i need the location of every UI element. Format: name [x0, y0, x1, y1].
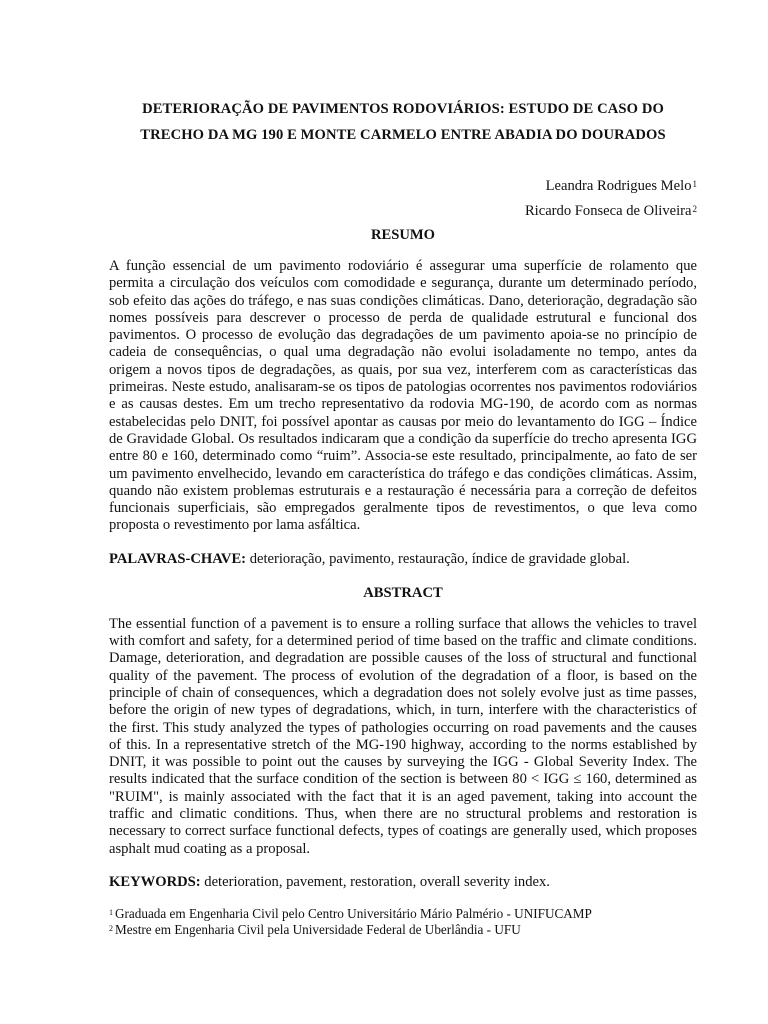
paper-title: [109, 96, 697, 148]
keywords-text: deterioration, pavement, restoration, overall severity index.: [204, 873, 550, 890]
author-footnote-mark: 1: [692, 179, 697, 189]
palavras-chave-label: PALAVRAS-CHAVE:: [109, 550, 247, 567]
title-line-2: TRECHO DA MG 190 E MONTE CARMELO ENTRE ABADIA DO DOURADOS: [140, 127, 666, 143]
footnote-1: [109, 906, 697, 922]
footnote-mark: 2: [109, 923, 113, 933]
author-footnote-mark: 2: [692, 204, 697, 214]
resumo-text: A função essencial de um pavimento rodoviário é assegurar uma superfície de rolamento que permita a circulação dos veículos com comodidade e segurança, durante um determinado período, sob efeito das ações do tráfego, e nas suas condições climáticas. Dano, deterioração, degradação são nomes possíveis para descrever o processo de perda de qualidade estrutural e funcional dos pavimentos. O processo de evolução das degradações de um pavimento apoia-se no princípio de cadeia de consequências, o qual uma degradação não evolui isoladamente no tempo, antes da origem a novos tipos de degradações, as quais, por sua vez, interferem com as características das primeiras. Neste estudo, analisaram-se os tipos de patologias ocorrentes nos pavimentos rodoviários e as causas destes. Em um trecho representativo da rodovia MG-190, de acordo com as normas estabelecidas pelo DNIT, foi possível apontar as causas por meio do levantamento do IGG – Índice de Gravidade Global. Os resultados indicaram que a condição da superfície do trecho apresenta IGG entre 80 e 160, determinado como “ruim”. Associa-se este resultado, principalmente, ao fato de ser um pavimento envelhecido, levando em característica do tráfego e das condições climáticas. Assim, quando não existem problemas estruturais e a restauração é necessária para a correção de defeitos funcionais superficiais, são empregados geralmente tipos de revestimentos, o que leva como proposta o revestimento por lama asfáltica.: [109, 258, 697, 534]
footnote-mark: 1: [109, 907, 113, 917]
title-line-1: DETERIORAÇÃO DE PAVIMENTOS RODOVIÁRIOS: ESTUDO DE CASO DO: [142, 101, 664, 117]
author-name: Ricardo Fonseca de Oliveira: [524, 203, 692, 219]
palavras-chave: [109, 550, 697, 568]
footnotes: [109, 906, 697, 937]
author-list: [109, 174, 697, 224]
author-name: Leandra Rodrigues Melo: [545, 178, 692, 194]
keywords-label: KEYWORDS:: [109, 873, 201, 890]
keywords: [109, 873, 697, 891]
footnote-text: Mestre em Engenharia Civil pela Universidade Federal de Uberlândia - UFU: [115, 921, 521, 937]
abstract-text: The essential function of a pavement is to ensure a rolling surface that allows the vehicles to travel with comfort and safety, for a determined period of time based on the traffic and climate conditions. Damage, deterioration, and degradation are possible causes of the loss of structural and functional quality of the pavement. The process of evolution of the degradation of a floor, is based on the principle of chain of consequences, which a degradation does not solely evolve just as time passes, before the origin of new types of degradations, which, in turn, interfere with the characteristics of the first. This study analyzed the types of pathologies occurring on road pavements and the causes of this. In a representative stretch of the MG-190 highway, according to the norms established by DNIT, it was possible to point out the causes by surveying the IGG - Global Severity Index. The results indicated that the surface condition of the section is between 80 < IGG ≤ 160, determined as "RUIM", is mainly associated with the fact that it is an aged pavement, taking into account the traffic and climatic conditions. Thus, when there are no structural problems and restoration is necessary to correct surface functional defects, types of coatings are generally used, which proposes asphalt mud coating as a proposal.: [109, 615, 697, 857]
resumo-heading: RESUMO: [370, 227, 436, 243]
palavras-chave-text: deterioração, pavimento, restauração, índice de gravidade global.: [249, 550, 630, 567]
abstract-heading: ABSTRACT: [363, 584, 443, 601]
footnote-2: [109, 922, 697, 938]
author-1: [109, 174, 697, 199]
author-2: [109, 199, 697, 224]
footnote-text: Graduada em Engenharia Civil pelo Centro Universitário Mário Palmério - UNIFUCAMP: [115, 905, 592, 921]
